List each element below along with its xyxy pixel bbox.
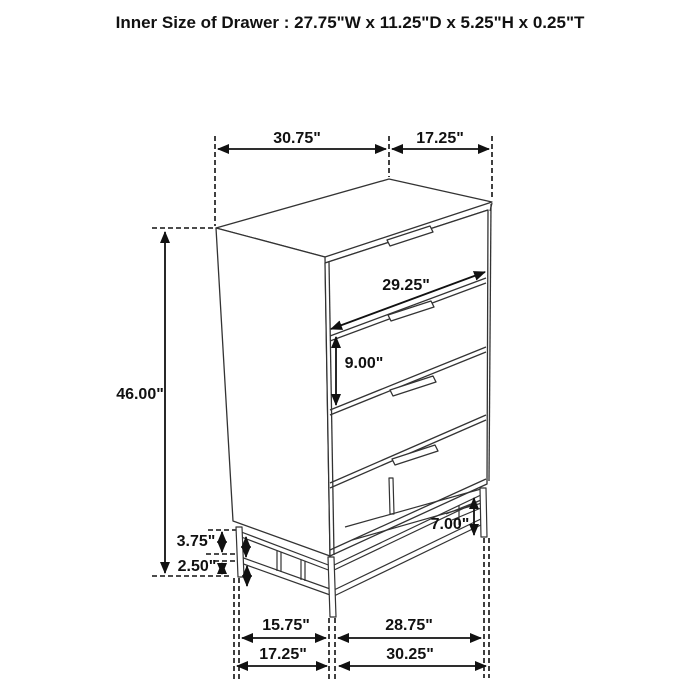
base-front-leg xyxy=(328,557,336,617)
dim-base-depth-inner: 28.75" xyxy=(385,617,433,634)
dim-base-lower-segment: 2.50" xyxy=(177,558,217,575)
diagram-title: Inner Size of Drawer : 27.75"W x 11.25"D x 5.25"H x 0.25"T xyxy=(115,13,585,32)
dim-base-depth-outer: 30.25" xyxy=(386,646,434,663)
dim-base-width-outer: 17.25" xyxy=(259,646,307,663)
cabinet-right-edge xyxy=(489,204,491,481)
dim-base-width-inner: 15.75" xyxy=(262,617,310,634)
dim-top-width: 30.75" xyxy=(273,130,321,147)
dim-base-height: 7.00" xyxy=(430,516,470,533)
base-left-leg xyxy=(236,527,244,577)
dim-overall-height: 46.00" xyxy=(116,386,164,403)
base-back-leg xyxy=(389,478,394,514)
dim-base-upper-segment: 3.75" xyxy=(176,533,216,550)
dim-drawer-height: 9.00" xyxy=(344,355,384,372)
cabinet-drawer-face xyxy=(325,210,488,556)
dim-top-depth: 17.25" xyxy=(416,130,464,147)
base-right-leg xyxy=(480,488,487,537)
cabinet-side-panel xyxy=(216,228,330,556)
dim-drawer-width: 29.25" xyxy=(382,277,430,294)
